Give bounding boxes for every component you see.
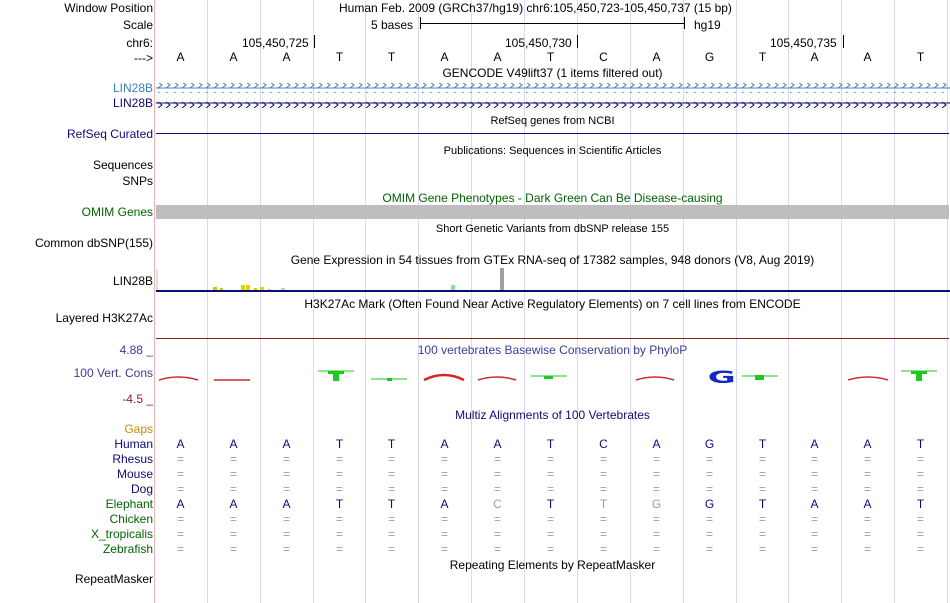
- alignment-base: A: [863, 497, 872, 511]
- alignment-base: =: [546, 452, 554, 466]
- ruler-position-1: 105,450,725: [242, 36, 309, 50]
- alignment-base: =: [282, 542, 290, 556]
- alignment-base: C: [599, 437, 608, 451]
- alignment-base: =: [335, 512, 343, 526]
- alignment-base: =: [335, 527, 343, 541]
- alignment-base: =: [387, 452, 395, 466]
- alignment-base: A: [863, 437, 872, 451]
- alignment-base: =: [599, 542, 607, 556]
- snps-label[interactable]: SNPs: [122, 174, 153, 188]
- assembly-position: Human Feb. 2009 (GRCh37/hg19) chr6:105,450,723-105,450,737 (15 bp): [339, 1, 732, 15]
- gtex-label[interactable]: LIN28B: [112, 274, 153, 288]
- alignment-base: =: [863, 542, 871, 556]
- alignment-base: T: [546, 437, 555, 451]
- sequence-base: T: [387, 50, 396, 64]
- publications-track-title: Publications: Sequences in Scientific Articles: [443, 145, 662, 157]
- refseq-label[interactable]: RefSeq Curated: [66, 127, 153, 141]
- repeatmasker-label[interactable]: RepeatMasker: [74, 572, 153, 586]
- gtex-expression-bars[interactable]: [156, 268, 950, 294]
- species-label-mouse[interactable]: Mouse: [116, 467, 153, 481]
- alignment-base: A: [440, 497, 449, 511]
- alignment-base: =: [916, 527, 924, 541]
- alignment-base: =: [282, 512, 290, 526]
- ruler-tick-1: [314, 35, 315, 48]
- strand-arrow-label: --->: [134, 51, 153, 65]
- alignment-base: =: [440, 527, 448, 541]
- alignment-base: =: [758, 527, 766, 541]
- alignment-base: =: [229, 467, 237, 481]
- phylop-max-value: 4.88 _: [119, 343, 153, 357]
- alignment-base: =: [176, 452, 184, 466]
- alignment-base: =: [282, 467, 290, 481]
- alignment-base: =: [652, 467, 660, 481]
- alignment-base: G: [651, 497, 662, 511]
- alignment-base: =: [387, 467, 395, 481]
- alignment-base: G: [704, 437, 715, 451]
- alignment-base: =: [916, 512, 924, 526]
- alignment-base: T: [335, 437, 344, 451]
- alignment-base: =: [599, 452, 607, 466]
- phylop-track-title: 100 vertebrates Basewise Conservation by PhyloP: [417, 343, 688, 357]
- alignment-base: =: [652, 482, 660, 496]
- alignment-base: A: [440, 437, 449, 451]
- gtex-track-title: Gene Expression in 54 tissues from GTEx RNA-seq of 17382 samples, 948 donors (V8, Aug 2019): [290, 253, 815, 267]
- alignment-base: A: [176, 497, 185, 511]
- species-label-dog[interactable]: Dog: [130, 482, 153, 496]
- alignment-base: =: [440, 542, 448, 556]
- alignment-base: T: [335, 497, 344, 511]
- alignment-base: =: [652, 452, 660, 466]
- gencode-row-2-label[interactable]: LIN28B: [112, 96, 153, 110]
- scale-text: 5 bases: [371, 18, 414, 32]
- alignment-base: =: [229, 527, 237, 541]
- alignment-base: T: [387, 437, 396, 451]
- dbsnp-label[interactable]: Common dbSNP(155): [34, 236, 153, 250]
- alignment-base: T: [387, 497, 396, 511]
- phylop-min-value: -4.5 _: [122, 392, 153, 406]
- alignment-base: =: [599, 467, 607, 481]
- alignment-base: =: [810, 527, 818, 541]
- alignment-base: =: [705, 542, 713, 556]
- alignment-base: G: [704, 497, 715, 511]
- species-label-xtropicalis[interactable]: X_tropicalis: [90, 527, 153, 541]
- alignment-base: =: [387, 542, 395, 556]
- alignment-base: =: [282, 452, 290, 466]
- alignment-base: =: [599, 527, 607, 541]
- alignment-base: =: [493, 512, 501, 526]
- chrom-label: chr6:: [126, 36, 153, 50]
- ruler-position-2: 105,450,730: [505, 36, 572, 50]
- alignment-base: =: [863, 452, 871, 466]
- alignment-base: =: [810, 512, 818, 526]
- omim-phenotype-bar[interactable]: [156, 205, 949, 219]
- scale-bar-right-tick: [684, 17, 685, 29]
- gencode-track-title: GENCODE V49lift37 (1 items filtered out): [442, 66, 663, 80]
- alignment-base: =: [176, 527, 184, 541]
- alignment-base: =: [176, 512, 184, 526]
- alignment-base: =: [387, 482, 395, 496]
- window-position-label: Window Position: [64, 1, 153, 15]
- alignment-base: T: [546, 497, 555, 511]
- alignment-base: =: [493, 527, 501, 541]
- alignment-base: =: [387, 527, 395, 541]
- alignment-base: A: [282, 437, 291, 451]
- alignment-base: =: [546, 482, 554, 496]
- gaps-label[interactable]: Gaps: [124, 422, 153, 436]
- alignment-base: =: [176, 542, 184, 556]
- alignment-base: =: [652, 512, 660, 526]
- alignment-base: =: [916, 542, 924, 556]
- species-label-elephant[interactable]: Elephant: [105, 497, 153, 511]
- sequences-label[interactable]: Sequences: [92, 158, 153, 172]
- alignment-base: =: [863, 527, 871, 541]
- alignment-base: A: [176, 437, 185, 451]
- refseq-gene-line[interactable]: [156, 133, 949, 134]
- dbsnp-track-title: Short Genetic Variants from dbSNP release 155: [435, 223, 670, 235]
- gencode-row-1-label[interactable]: LIN28B: [112, 81, 153, 95]
- sequence-base: A: [863, 50, 872, 64]
- db-text: hg19: [694, 18, 721, 32]
- alignment-base: =: [652, 542, 660, 556]
- alignment-base: =: [176, 482, 184, 496]
- h3k27ac-label[interactable]: Layered H3K27Ac: [55, 311, 153, 325]
- alignment-base: =: [705, 512, 713, 526]
- alignment-base: =: [335, 542, 343, 556]
- sequence-base: C: [599, 50, 608, 64]
- alignment-base: =: [440, 467, 448, 481]
- alignment-base: =: [176, 467, 184, 481]
- alignment-base: =: [335, 467, 343, 481]
- alignment-base: =: [916, 482, 924, 496]
- alignment-base: =: [758, 512, 766, 526]
- alignment-base: T: [916, 437, 925, 451]
- alignment-base: T: [599, 497, 608, 511]
- sequence-base: T: [758, 50, 767, 64]
- alignment-base: =: [705, 482, 713, 496]
- alignment-base: A: [810, 437, 819, 451]
- alignment-base: =: [440, 482, 448, 496]
- alignment-base: =: [546, 527, 554, 541]
- alignment-base: =: [916, 452, 924, 466]
- alignment-base: =: [599, 482, 607, 496]
- alignment-base: =: [810, 482, 818, 496]
- alignment-base: =: [546, 512, 554, 526]
- ruler-position-3: 105,450,735: [770, 36, 837, 50]
- alignment-base: =: [863, 467, 871, 481]
- alignment-base: =: [229, 512, 237, 526]
- alignment-base: A: [229, 497, 238, 511]
- alignment-base: =: [229, 482, 237, 496]
- alignment-base: =: [335, 452, 343, 466]
- alignment-base: T: [758, 437, 767, 451]
- sequence-base: T: [916, 50, 925, 64]
- alignment-base: =: [810, 452, 818, 466]
- alignment-base: =: [758, 467, 766, 481]
- alignment-base: =: [599, 512, 607, 526]
- alignment-base: =: [493, 482, 501, 496]
- sequence-base: A: [282, 50, 291, 64]
- alignment-base: =: [916, 467, 924, 481]
- sequence-base: A: [176, 50, 185, 64]
- sequence-base: A: [493, 50, 502, 64]
- ruler-tick-2: [577, 35, 578, 48]
- scale-label: Scale: [122, 18, 153, 32]
- omim-label[interactable]: OMIM Genes: [81, 205, 153, 219]
- sequence-base: G: [704, 50, 715, 64]
- alignment-base: =: [810, 542, 818, 556]
- ruler-tick-3: [843, 35, 844, 48]
- h3k27ac-track-title: H3K27Ac Mark (Often Found Near Active Regulatory Elements) on 7 cell lines from ENCODE: [304, 297, 801, 311]
- sequence-base: A: [652, 50, 661, 64]
- species-label-human[interactable]: Human: [114, 437, 153, 451]
- alignment-base: =: [282, 482, 290, 496]
- refseq-track-title: RefSeq genes from NCBI: [490, 115, 615, 127]
- alignment-base: =: [493, 467, 501, 481]
- alignment-base: =: [863, 512, 871, 526]
- alignment-base: =: [758, 482, 766, 496]
- alignment-base: =: [758, 452, 766, 466]
- alignment-base: =: [810, 467, 818, 481]
- alignment-base: =: [440, 452, 448, 466]
- alignment-base: =: [705, 527, 713, 541]
- gencode-transcripts[interactable]: [156, 80, 950, 110]
- omim-track-title: OMIM Gene Phenotypes - Dark Green Can Be Disease-causing: [382, 191, 723, 205]
- alignment-base: T: [916, 497, 925, 511]
- alignment-base: =: [758, 542, 766, 556]
- sequence-base: T: [546, 50, 555, 64]
- multiz-track-title: Multiz Alignments of 100 Vertebrates: [455, 408, 650, 422]
- alignment-base: =: [440, 512, 448, 526]
- alignment-base: =: [546, 542, 554, 556]
- svg-text:G: G: [707, 368, 736, 386]
- alignment-base: C: [493, 497, 502, 511]
- alignment-base: =: [229, 452, 237, 466]
- h3k27ac-signal-baseline[interactable]: [156, 338, 949, 339]
- alignment-base: A: [493, 437, 502, 451]
- alignment-base: =: [229, 542, 237, 556]
- alignment-base: =: [387, 512, 395, 526]
- alignment-base: =: [335, 482, 343, 496]
- species-label-zebrafish[interactable]: Zebrafish: [102, 542, 153, 556]
- alignment-base: =: [282, 527, 290, 541]
- phylop-label[interactable]: 100 Vert. Cons: [73, 366, 153, 380]
- alignment-base: =: [493, 452, 501, 466]
- alignment-base: A: [229, 437, 238, 451]
- species-label-chicken[interactable]: Chicken: [109, 512, 153, 526]
- alignment-base: A: [652, 437, 661, 451]
- alignment-base: A: [810, 497, 819, 511]
- alignment-base: =: [705, 467, 713, 481]
- sequence-base: A: [440, 50, 449, 64]
- repeatmasker-track-title: Repeating Elements by RepeatMasker: [449, 558, 656, 572]
- phylop-conservation-logo[interactable]: [156, 362, 950, 386]
- alignment-base: =: [546, 467, 554, 481]
- alignment-base: =: [705, 452, 713, 466]
- alignment-base: =: [652, 527, 660, 541]
- alignment-base: =: [493, 542, 501, 556]
- alignment-base: =: [863, 482, 871, 496]
- scale-bar: [420, 23, 685, 24]
- alignment-base: A: [282, 497, 291, 511]
- sequence-base: A: [229, 50, 238, 64]
- sequence-base: A: [810, 50, 819, 64]
- sequence-base: T: [335, 50, 344, 64]
- species-label-rhesus[interactable]: Rhesus: [112, 452, 153, 466]
- alignment-base: T: [758, 497, 767, 511]
